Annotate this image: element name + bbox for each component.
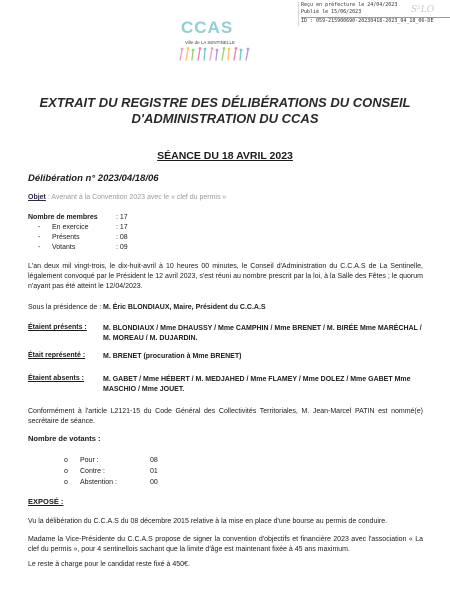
objet-text: : Avenant à la Convention 2023 avec le « clef du permis »	[47, 194, 227, 201]
vote-bullet: o	[64, 479, 68, 486]
votants-title: Nombre de votants :	[28, 434, 101, 443]
votes-list	[64, 455, 158, 488]
represente-value: M. BRENET (procuration à Mme BRENET)	[103, 353, 242, 360]
presidence-label: Sous la présidence de :	[28, 304, 102, 311]
conformement-paragraph: Conformément à l'article L2121-15 du Code Général des Collectivités Territoriales, M. Jean-Marcel PATIN est nommé(e) secrétaire de séance.	[28, 408, 423, 425]
members-total-row	[28, 213, 128, 223]
members-item	[28, 223, 128, 233]
absents-value: M. GABET / Mme HÉBERT / M. MEDJAHED / Mme FLAMEY / Mme DOLEZ / Mme GABET Mme MASCHIO / Mme JOUET.	[103, 376, 411, 393]
members-total-label: Nombre de membres	[28, 214, 98, 221]
stamp-id: ID : 059-215900690-20230418-2023_04_18_06-DE	[301, 17, 450, 25]
members-item	[28, 233, 128, 243]
vote-value: 00	[150, 479, 158, 486]
logo-subtitle: Ville de LA SENTINELLE	[185, 40, 235, 45]
presidence-value: M. Éric BLONDIAUX, Maire, Président du C.C.A.S	[103, 304, 266, 311]
vote-value: 01	[150, 468, 158, 475]
expose-reste: Le reste à charge pour le candidat reste fixé à 450€.	[28, 561, 190, 568]
logo-people-icon	[176, 47, 256, 61]
objet-line	[28, 194, 226, 201]
stamp-received: Reçu en préfecture le 24/04/2023	[301, 2, 398, 8]
members-total-value: : 17	[116, 214, 128, 221]
members-item-value: : 08	[116, 234, 128, 241]
objet-label: Objet	[28, 194, 46, 201]
vote-row	[64, 466, 158, 477]
members-item-label: En exercice	[52, 224, 89, 231]
vote-label: Contre :	[80, 468, 105, 475]
members-item	[28, 243, 128, 253]
vote-bullet: o	[64, 468, 68, 475]
members-item-label: Votants	[52, 244, 76, 251]
expose-vu: Vu la délibération du C.C.A.S du 08 décembre 2015 relative à la mise en place d'une bourse au permis de conduire.	[28, 518, 388, 525]
members-item-value: : 17	[116, 224, 128, 231]
vote-label: Pour :	[80, 457, 99, 464]
members-block	[28, 213, 128, 253]
prefecture-stamp	[298, 2, 450, 26]
members-dash: -	[38, 244, 41, 251]
title-line-2: D'ADMINISTRATION DU CCAS	[131, 111, 319, 126]
members-dash: -	[38, 234, 41, 241]
document-title	[30, 95, 420, 127]
intro-paragraph: L'an deux mil vingt-trois, le dix-huit-avril à 10 heures 00 minutes, le Conseil d'Administration du C.C.A.S de La Sentinelle, légalement convoqué par le Président le 12 avril 2023, s'est réuni au nombre prescrit par la loi, à la Salle des Fêtes ; le quorum n'ayant pas été atteint le 12/04/2023.	[28, 263, 423, 290]
vote-bullet: o	[64, 457, 68, 464]
members-item-label: Présents	[52, 234, 80, 241]
presents-value: M. BLONDIAUX / Mme DHAUSSY / Mme CAMPHIN / Mme BRENET / M. BIRÉE Mme MARÉCHAL / M. MOREAU / M. DUJARDIN.	[103, 325, 422, 342]
absents-label: Étaient absents :	[28, 375, 85, 382]
members-dash: -	[38, 224, 41, 231]
seance-heading: SÉANCE DU 18 AVRIL 2023	[157, 150, 293, 162]
represente-label: Était représenté :	[28, 352, 86, 359]
stamp-published: Publié le 15/06/2023	[301, 9, 362, 16]
vote-value: 08	[150, 457, 158, 464]
vote-row	[64, 477, 158, 488]
expose-madame: Madame la Vice-Présidente du C.C.A.S propose de signer la convention d'objectifs et financière 2023 avec l'association « La clef du permis », pour 4 sentinellois sachant que la limite d'âge est maintenant fixée à 45 ans maximum.	[28, 536, 423, 553]
presents-label: Étaient présents :	[28, 324, 87, 331]
title-line-1: EXTRAIT DU REGISTRE DES DÉLIBÉRATIONS DU CONSEIL	[39, 95, 411, 110]
vote-label: Abstention :	[80, 479, 117, 486]
members-item-value: : 09	[116, 244, 128, 251]
stamp-handwriting: S²LO	[411, 5, 435, 15]
logo-name: CCAS	[181, 18, 234, 37]
expose-title: EXPOSÉ :	[28, 497, 64, 506]
deliberation-number: Délibération n° 2023/04/18/06	[28, 173, 159, 184]
ccas-logo	[168, 18, 278, 61]
vote-row	[64, 455, 158, 466]
